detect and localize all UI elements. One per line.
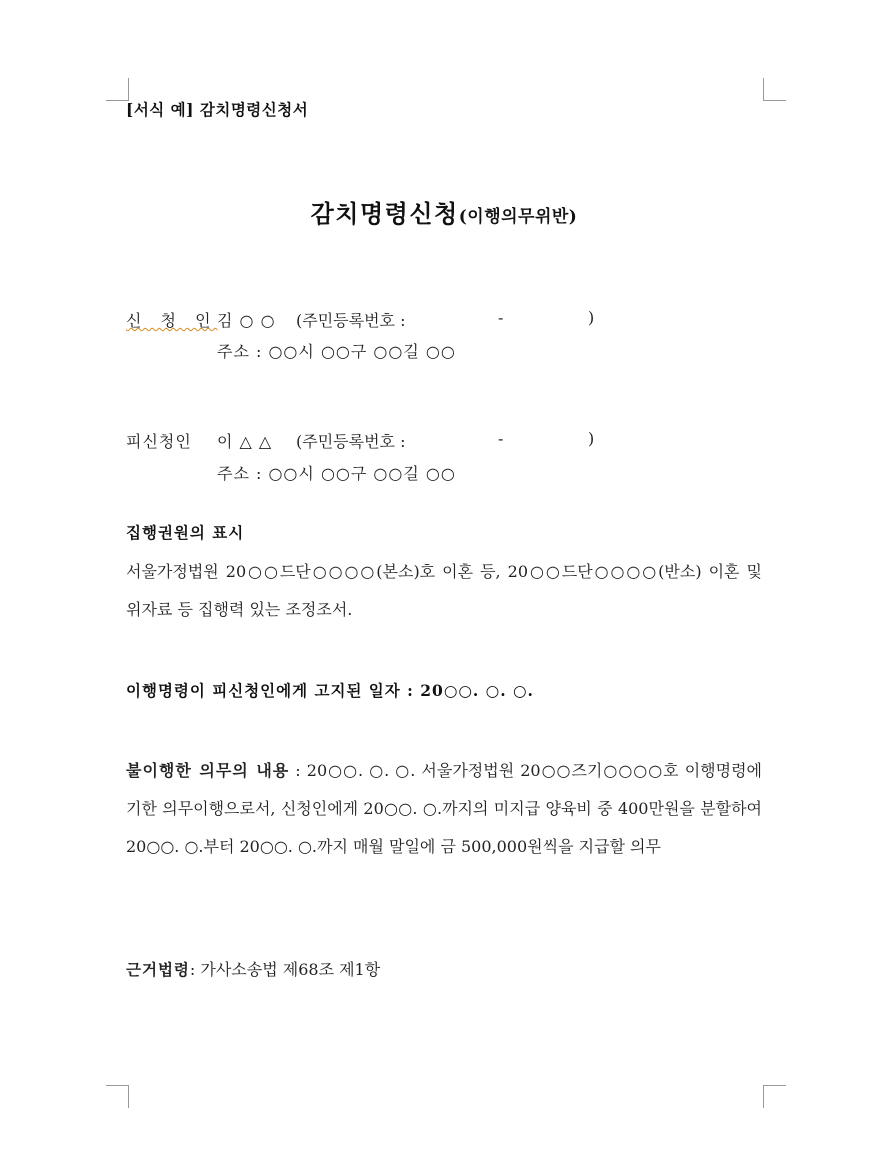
legal-basis [126, 957, 380, 980]
applicant-rrn-close: ) [588, 308, 595, 327]
applicant-rrn-label: (주민등록번호 : [296, 311, 406, 330]
notice-date: 이행명령이 피신청인에게 고지된 일자 : 20○○. ○. ○. [126, 681, 534, 700]
respondent-rrn-label: (주민등록번호 : [296, 432, 406, 451]
unperformed-duty-paragraph [126, 752, 762, 866]
respondent-rrn-close: ) [588, 429, 595, 448]
page-corner-mark [763, 1085, 786, 1108]
respondent-label: 피신청인 [126, 432, 192, 451]
unperformed-duty-heading: 불이행한 의무의 내용 [126, 761, 290, 780]
legal-basis-heading: 근거법령 [126, 960, 190, 979]
document-title [0, 194, 888, 229]
applicant-address: 주소 : ○○시 ○○구 ○○길 ○○ [217, 342, 456, 361]
enforcement-title-heading: 집행권원의 표시 [126, 523, 245, 542]
form-label: [서식 예] 감치명령신청서 [126, 100, 309, 119]
respondent-rrn-dash: - [498, 429, 504, 448]
page-corner-mark [106, 1085, 129, 1108]
title-main: 감치명령신청 [310, 199, 459, 228]
title-sub: (이행의무위반) [458, 207, 578, 227]
applicant-rrn-dash: - [498, 308, 504, 327]
applicant-label: 신 청 인 [126, 311, 218, 330]
enforcement-title-text: 서울가정법원 20○○드단○○○○(본소)호 이혼 등, 20○○드단○○○○(반소) 이혼 및 위자료 등 집행력 있는 조정조서. [126, 562, 762, 619]
respondent-name: 이 △ △ [217, 432, 273, 451]
page-corner-mark [763, 78, 786, 101]
applicant-name: 김 ○ ○ [217, 311, 276, 330]
legal-basis-text: : 가사소송법 제68조 제1항 [189, 960, 381, 979]
respondent-address: 주소 : ○○시 ○○구 ○○길 ○○ [217, 464, 456, 483]
unperformed-duty-text: : 20○○. ○. ○. 서울가정법원 20○○즈기○○○○호 이행명령에 기한 의무이행으로서, 신청인에게 20○○. ○.까지의 미지급 양육비 중 400만원을 분할하여 20○○. ○.부터 20○○. ○.까지 매월 말일에 금 500,000원씩을 지급할 의무 [126, 761, 762, 856]
